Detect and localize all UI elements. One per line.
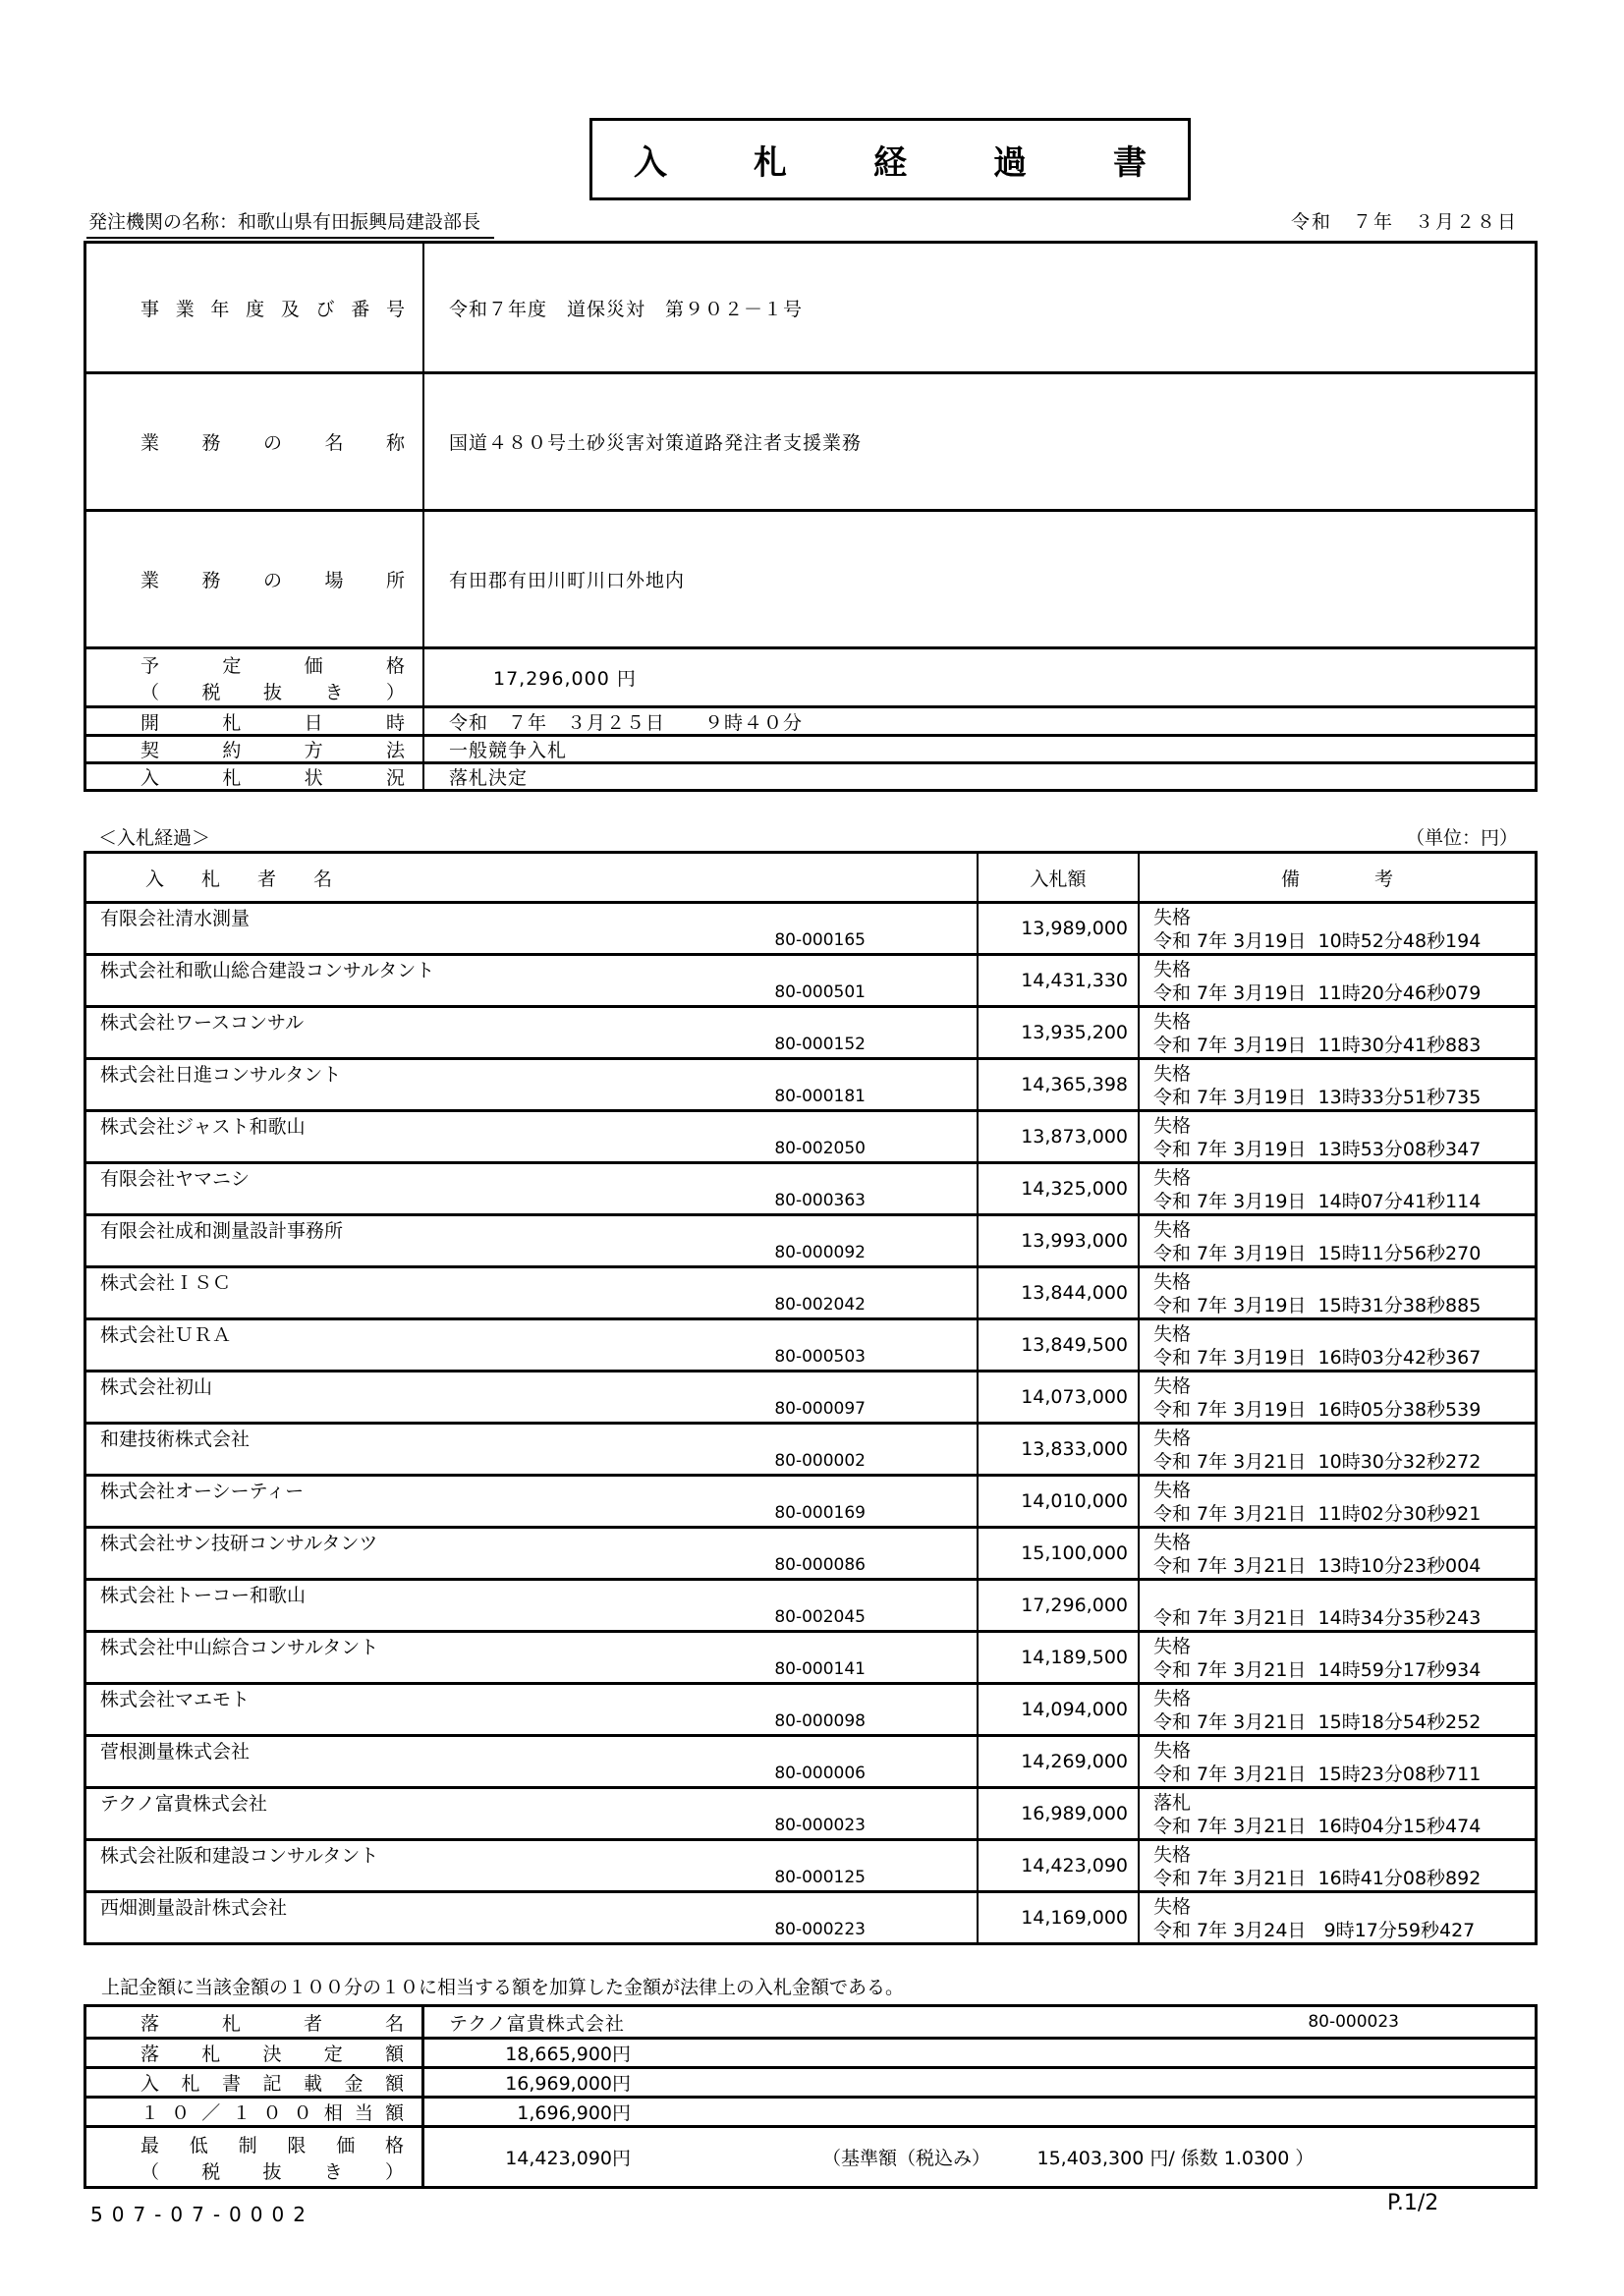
page-number: P.1/2 [1387,2191,1439,2215]
info-row-contract-method [86,734,1535,761]
info-row-bid-status [86,761,1535,789]
bid-amount: 14,423,090 [979,1841,1140,1890]
bid-status-value: 落札決定 [449,767,529,789]
column-header-remarks: 備 考 [1280,868,1393,890]
bidder-code: 80-000223 [774,1920,866,1939]
info-row-planned-price [86,646,1535,705]
bid-remark-timestamp: 令和 7年 3月19日 14時07分41秒114 [1153,1191,1482,1212]
result-row-tax-equivalent [86,2096,1535,2125]
bidder-row [86,1578,1535,1630]
result-label: 落札者名 [86,2007,424,2037]
info-label: 契約方法 [86,737,424,761]
bidder-row [86,1265,1535,1317]
tax-equivalent-cell [424,2099,1535,2125]
bid-remark-cell [1140,1216,1535,1265]
bidder-name-cell [86,1633,979,1682]
info-row-work-location [86,509,1535,646]
title-box [589,118,1191,200]
bid-remark-status: 失格 [1153,907,1192,928]
legal-note: 上記金額に当該金額の１００分の１０に相当する額を加算した金額が法律上の入札金額である。 [101,1977,905,1998]
award-amount: 18,665,900円 [505,2044,631,2065]
bidder-row [86,1161,1535,1213]
bid-remark-cell [1140,1893,1535,1942]
bid-remark-timestamp: 令和 7年 3月19日 11時20分46秒079 [1153,982,1482,1004]
bidder-name: 株式会社阪和建設コンサルタント [100,1845,379,1867]
bidder-name-cell [86,1164,979,1213]
bidder-code: 80-002042 [774,1295,866,1315]
bidder-name-cell [86,1789,979,1838]
bid-remark-timestamp: 令和 7年 3月21日 14時59分17秒934 [1153,1659,1482,1681]
bid-amount: 13,989,000 [979,904,1140,953]
bid-remark-cell [1140,1685,1535,1734]
bidder-name-cell [86,1477,979,1526]
bid-remark-status: 失格 [1153,1636,1192,1657]
work-location-value: 有田郡有田川町川口外地内 [449,570,686,591]
bid-remark-timestamp: 令和 7年 3月19日 13時53分08秒347 [1153,1139,1482,1160]
bidder-name: 株式会社ＵＲＡ [100,1324,232,1346]
bid-written-amount-cell [424,2069,1535,2096]
bidder-row [86,1057,1535,1109]
bidder-name-cell [86,1737,979,1786]
result-label: 最低制限価格 （税抜き） [86,2128,424,2186]
bidder-code: 80-000181 [774,1087,866,1106]
winner-code: 80-000023 [1308,2012,1399,2032]
bidder-name-cell [86,1425,979,1474]
bidder-name: 株式会社オーシーティー [100,1481,305,1502]
bidder-name-cell [86,956,979,1005]
bidder-name-cell [86,1581,979,1630]
bidder-name-cell [86,1216,979,1265]
info-row-work-name [86,371,1535,509]
minimum-limit-price: 14,423,090円 [505,2148,631,2169]
bidder-row [86,953,1535,1005]
result-row-minimum-limit-price [86,2125,1535,2186]
bid-remark-cell [1140,1841,1535,1890]
bidder-name: 有限会社成和測量設計事務所 [100,1220,344,1242]
bid-amount: 13,993,000 [979,1216,1140,1265]
bidder-name-cell [86,1529,979,1578]
bidder-row [86,1734,1535,1786]
project-info-table [84,241,1538,792]
bidder-name: 株式会社和歌山総合建設コンサルタント [100,960,435,981]
info-row-opening-datetime [86,705,1535,734]
bidder-code: 80-000086 [774,1555,866,1575]
bidder-name: 株式会社トーコー和歌山 [100,1585,307,1606]
tax-equivalent-amount: 1,696,900円 [517,2102,631,2124]
bid-remark-timestamp: 令和 7年 3月21日 16時04分15秒474 [1153,1816,1482,1837]
bidder-code: 80-000098 [774,1711,866,1731]
document-date: 令和 ７年 ３月２８日 [1290,211,1518,233]
bidder-name: 株式会社ジャスト和歌山 [100,1116,306,1138]
document-number: 507-07-0002 [90,2203,314,2226]
bidder-name: 西畑測量設計株式会社 [100,1897,288,1919]
bid-amount: 14,431,330 [979,956,1140,1005]
column-header-bid-amount: 入札額 [979,854,1140,901]
bidder-row [86,1474,1535,1526]
bidder-name-cell [86,1268,979,1317]
bidder-name: 株式会社初山 [100,1376,213,1398]
bid-remark-timestamp: 令和 7年 3月19日 15時31分38秒885 [1153,1295,1482,1316]
bidder-code: 80-000503 [774,1347,866,1367]
result-row-award-amount [86,2037,1535,2066]
bidder-code: 80-000363 [774,1191,866,1210]
work-name-value: 国道４８０号土砂災害対策道路発注者支援業務 [449,432,863,454]
planned-price-value: 17,296,000 円 [493,668,637,690]
result-label: 落札決定額 [86,2040,424,2066]
bid-remark-timestamp: 令和 7年 3月19日 13時33分51秒735 [1153,1087,1482,1108]
bidder-name-cell [86,1060,979,1109]
bidder-row [86,1422,1535,1474]
bidder-code: 80-000023 [774,1816,866,1835]
bid-remark-status: 失格 [1153,1375,1192,1397]
bid-remark-cell [1140,1268,1535,1317]
bid-remark-status: 失格 [1153,1167,1192,1189]
bid-remark-timestamp: 令和 7年 3月19日 16時03分42秒367 [1153,1347,1482,1369]
bid-remark-status: 失格 [1153,1011,1192,1033]
bidder-name: 有限会社清水測量 [100,908,251,929]
bid-remark-cell [1140,1581,1535,1630]
result-row-winner [86,2007,1535,2037]
bidder-code: 80-000152 [774,1035,866,1054]
bidder-name-cell [86,1893,979,1942]
contract-method-value: 一般競争入札 [449,740,568,761]
bid-remark-timestamp: 令和 7年 3月21日 16時41分08秒892 [1153,1868,1482,1889]
info-label: 予定価格 （税抜き） [86,649,424,705]
bid-remark-cell [1140,1164,1535,1213]
bidder-code: 80-000002 [774,1451,866,1471]
bid-amount: 14,073,000 [979,1372,1140,1422]
bidder-code: 80-002045 [774,1607,866,1627]
column-header-bidder-name: 入 札 者 名 [86,854,979,901]
bid-remark-cell [1140,904,1535,953]
bidder-name-cell [86,1008,979,1057]
bidder-row [86,1526,1535,1578]
bid-remark-timestamp: 令和 7年 3月21日 15時23分08秒711 [1153,1764,1482,1785]
bid-remark-timestamp: 令和 7年 3月24日 9時17分59秒427 [1153,1920,1476,1941]
bid-amount: 16,989,000 [979,1789,1140,1838]
award-amount-cell [424,2040,1535,2066]
info-label: 業務の名称 [86,374,424,509]
bid-remark-status: 失格 [1153,1115,1192,1137]
bid-remark-cell [1140,1008,1535,1057]
bidder-name: 株式会社マエモト [100,1689,251,1710]
bidder-row [86,1370,1535,1422]
bid-remark-timestamp: 令和 7年 3月19日 16時05分38秒539 [1153,1399,1482,1421]
bidder-name: テクノ富貴株式会社 [100,1793,267,1815]
bid-remark-status: 落札 [1153,1792,1192,1814]
bid-remark-cell [1140,1372,1535,1422]
bidder-name-cell [86,1112,979,1161]
bid-remark-status: 失格 [1153,1063,1192,1085]
result-label: 入札書記載金額 [86,2069,424,2096]
bid-amount: 17,296,000 [979,1581,1140,1630]
bid-amount: 13,935,200 [979,1008,1140,1057]
bid-amount: 14,094,000 [979,1685,1140,1734]
bid-remark-cell [1140,1320,1535,1370]
bid-remark-status: 失格 [1153,1428,1192,1449]
bidder-row [86,1317,1535,1370]
bidder-name: 株式会社ワースコンサル [100,1012,305,1034]
bid-remark-cell [1140,1633,1535,1682]
unit-note: （単位：円） [1405,827,1518,849]
bidder-name: 和建技術株式会社 [100,1428,251,1450]
info-row-project-number [86,244,1535,371]
bidder-name: 菅根測量株式会社 [100,1741,251,1763]
bid-remark-status: 失格 [1153,959,1192,980]
bid-remark-cell [1140,1060,1535,1109]
bidder-code: 80-000141 [774,1659,866,1679]
bidder-code: 80-000097 [774,1399,866,1419]
bid-remark-status: 失格 [1153,1480,1192,1501]
bid-remark-timestamp: 令和 7年 3月21日 10時30分32秒272 [1153,1451,1482,1473]
bidder-row [86,901,1535,953]
bid-remark-status: 失格 [1153,1896,1192,1918]
bid-amount: 14,189,500 [979,1633,1140,1682]
page-title: 入札経過書 [634,142,1147,183]
bid-remark-status: 失格 [1153,1688,1192,1709]
bidder-row [86,1213,1535,1265]
bidder-name: 株式会社中山綜合コンサルタント [100,1637,379,1658]
bidder-row [86,1682,1535,1734]
bidder-code: 80-000169 [774,1503,866,1523]
bid-remark-cell [1140,1477,1535,1526]
bidder-name: 株式会社サン技研コンサルタンツ [100,1533,378,1554]
bidder-name-cell [86,904,979,953]
bid-remark-timestamp: 令和 7年 3月21日 14時34分35秒243 [1153,1607,1482,1629]
winner-name: テクノ富貴株式会社 [449,2012,625,2035]
info-label: 開札日時 [86,708,424,734]
bid-remark-timestamp: 令和 7年 3月19日 11時30分41秒883 [1153,1035,1482,1056]
bid-amount: 13,873,000 [979,1112,1140,1161]
award-result-table [84,2004,1538,2189]
bid-remark-timestamp: 令和 7年 3月21日 13時10分23秒004 [1153,1555,1482,1577]
bidder-code: 80-000165 [774,930,866,950]
bid-remark-status: 失格 [1153,1323,1192,1345]
bidder-name-cell [86,1372,979,1422]
bidder-row [86,1890,1535,1942]
bid-table [84,851,1538,1945]
bid-remark-cell [1140,1112,1535,1161]
bid-remark-status: 失格 [1153,1844,1192,1866]
bid-section-caption: ＜入札経過＞ [98,827,211,849]
bid-amount: 14,169,000 [979,1893,1140,1942]
bid-remark-timestamp: 令和 7年 3月21日 15時18分54秒252 [1153,1711,1482,1733]
bidder-code: 80-002050 [774,1139,866,1158]
bid-remark-cell [1140,1425,1535,1474]
ordering-agency-name: 発注機関の名称：和歌山県有田振興局建設部長 [86,207,494,239]
bidder-row [86,1786,1535,1838]
bid-amount: 13,844,000 [979,1268,1140,1317]
bid-amount: 13,833,000 [979,1425,1140,1474]
bidder-row [86,1005,1535,1057]
bid-amount: 14,325,000 [979,1164,1140,1213]
bid-amount: 13,849,500 [979,1320,1140,1370]
bid-remark-cell [1140,956,1535,1005]
minimum-limit-price-cell [424,2128,1535,2186]
bidder-name: 有限会社ヤマニシ [100,1168,251,1190]
bid-amount: 14,269,000 [979,1737,1140,1786]
bidder-code: 80-000501 [774,982,866,1002]
bid-remark-timestamp: 令和 7年 3月19日 10時52分48秒194 [1153,930,1482,952]
base-amount-note: （基準額（税込み） 15,403,300 円/ 係数 1.0300 ） [822,2148,1315,2169]
bid-remark-status: 失格 [1153,1740,1192,1762]
bidder-name-cell [86,1685,979,1734]
project-number-value: 令和７年度 道保災対 第９０２－１号 [449,298,804,320]
bid-remark-timestamp: 令和 7年 3月19日 15時11分56秒270 [1153,1243,1482,1264]
info-label: 事業年度及び番号 [86,244,424,371]
bid-amount: 14,365,398 [979,1060,1140,1109]
info-label: 業務の場所 [86,512,424,646]
result-label: １０／１００相当額 [86,2099,424,2125]
bidder-code: 80-000092 [774,1243,866,1262]
bid-written-amount: 16,969,000円 [505,2073,631,2095]
bid-remark-cell [1140,1737,1535,1786]
bidder-name: 株式会社日進コンサルタント [100,1064,342,1086]
bid-remark-cell [1140,1789,1535,1838]
bid-remark-status: 失格 [1153,1271,1192,1293]
bid-amount: 15,100,000 [979,1529,1140,1578]
bid-remark-status [1153,1583,1535,1606]
bidder-row [86,1838,1535,1890]
bidder-code: 80-000125 [774,1868,866,1887]
winner-value-cell [424,2007,1535,2037]
bid-table-body [86,901,1535,1942]
result-row-bid-written-amount [86,2066,1535,2096]
bid-remark-cell [1140,1529,1535,1578]
bid-remark-status: 失格 [1153,1219,1192,1241]
bid-remark-status: 失格 [1153,1532,1192,1553]
info-label: 入札状況 [86,764,424,789]
bidder-row [86,1109,1535,1161]
bidder-name-cell [86,1320,979,1370]
opening-datetime-value: 令和 ７年 ３月２５日 ９時４０分 [449,711,804,734]
bidder-row [86,1630,1535,1682]
bidder-name-cell [86,1841,979,1890]
bid-amount: 14,010,000 [979,1477,1140,1526]
bidder-name: 株式会社ＩＳＣ [100,1272,232,1294]
bid-table-header [86,854,1535,901]
bidder-code: 80-000006 [774,1764,866,1783]
bid-remark-timestamp: 令和 7年 3月21日 11時02分30秒921 [1153,1503,1482,1525]
